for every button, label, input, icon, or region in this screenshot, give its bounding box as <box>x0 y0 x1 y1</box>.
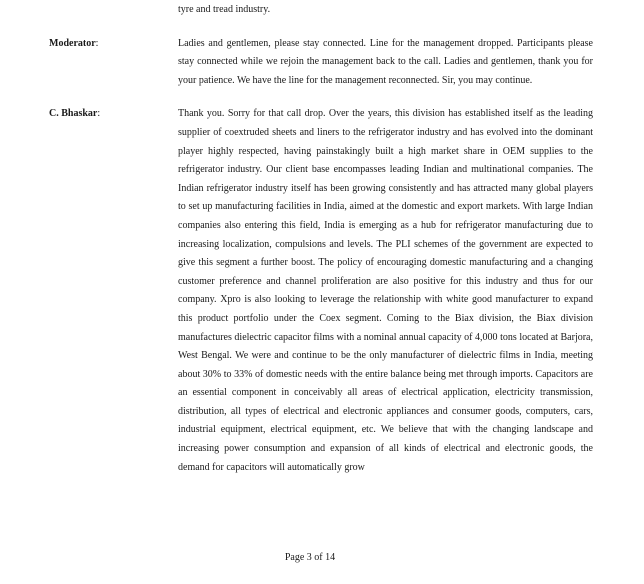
paragraph-text: Thank you. Sorry for that call drop. Over the years, this division has established itself as the leading supplier of coextruded sheets and liners to the refrigerator industry and has evolved into the dominant player highly respected, having painstakingly built a high market share in OEM supplies to the refrigerator industry. Our client base encompasses leading Indian and multinational companies. The Indian refrigerator industry itself has been growing consistently and has attracted many global players to set up manufacturing facilities in India, aimed at the domestic and export markets. With large Indian companies also entering this field, India is emerging as a hub for refrigerator manufacturing due to increasing localization, compulsions and levels. The PLI schemes of the government are expected to give this segment a further boost. The policy of encouraging domestic manufacturing and a changing customer preference and channel proliferation are also positive for this industry and thus for our company. Xpro is also looking to leverage the relationship with white good manufacturer to expand this product portfolio under the Coex segment. Coming to the Biax division, the Biax division manufactures dielectric capacitor films with a nominal annual capacity of 4,000 tons located at Barjora, West Bengal. We were and continue to be the only manufacturer of dielectric films in India, meeting about 30% to 33% of domestic needs with the entire balance being met through imports. Capacitors are an essential component in conceivably all areas of electrical application, electricity transmission, distribution, all types of electrical and electronic appliances and consumer goods, computers, cars, industrial equipment, electrical equipment, etc. We believe that with the changing landscape and increasing power consumption and expansion of all kinds of electrical and electronic goods, the demand for capacitors will automatically grow <box>178 108 593 473</box>
page-number: Page 3 of 14 <box>284 552 336 563</box>
speaker-label <box>49 105 178 477</box>
transcript-entry-continuation <box>49 1 593 20</box>
paragraph-text: Ladies and gentlemen, please stay connected. Line for the management dropped. Participants please stay connected while we rejoin the management back to the call. Ladies and gentlemen, thank you for your patience. We have the line for the management reconnected. Sir, you may continue. <box>178 37 593 86</box>
transcript-entry-moderator <box>49 35 593 91</box>
speaker-label <box>49 35 178 91</box>
speaker-colon: : <box>95 37 99 49</box>
speaker-name: C. Bhaskar <box>49 108 98 120</box>
speaker-name: Moderator <box>49 37 96 49</box>
speaker-label-empty <box>49 1 178 20</box>
transcript-entry-bhaskar <box>49 105 593 477</box>
speaker-colon: : <box>97 108 101 120</box>
paragraph-text: tyre and tread industry. <box>178 4 271 15</box>
